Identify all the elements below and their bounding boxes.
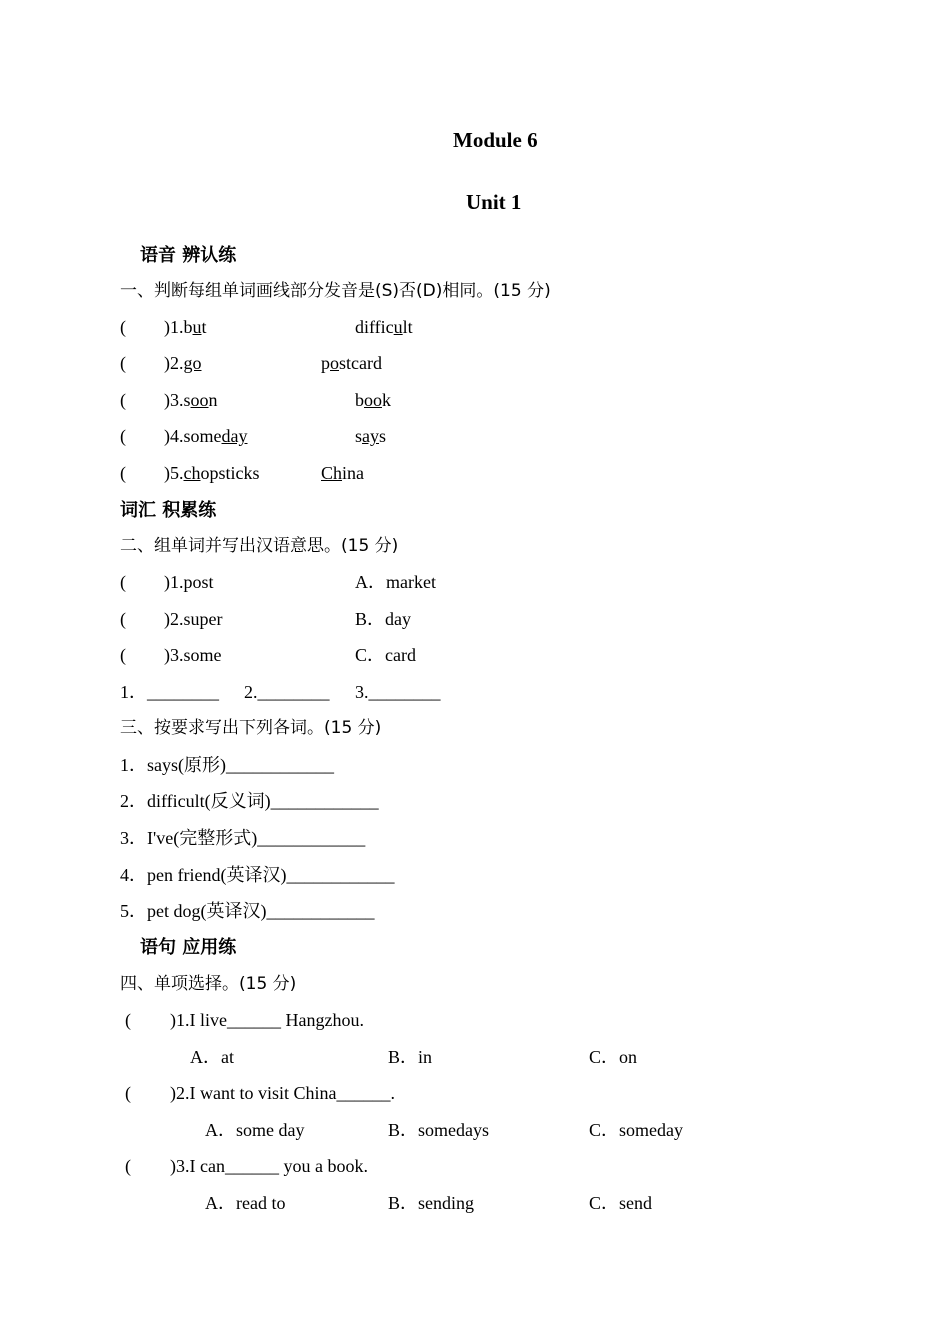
phonetics-heading: 语音 辨认练 — [140, 245, 237, 266]
q1-word-1: )4.someday — [164, 426, 248, 446]
q4-option-c[interactable]: C．on — [589, 1047, 638, 1067]
q4-title: 四、单项选择。(15 分) — [120, 974, 297, 994]
q4-stem: )2.I want to visit China______. — [170, 1083, 395, 1103]
q3-item[interactable]: 4．pen friend(英译汉)____________ — [120, 865, 395, 885]
q4-option-c[interactable]: C．someday — [589, 1120, 683, 1140]
q1-word-1: )5.chopsticks — [164, 463, 260, 483]
q2-blank-1[interactable]: 1．________ — [120, 682, 219, 702]
q4-option-b[interactable]: B．in — [388, 1047, 433, 1067]
q2-word: )3.some — [164, 645, 222, 665]
q2-option: A．market — [355, 572, 436, 592]
unit-title: Unit 1 — [466, 190, 522, 214]
q2-blank-2[interactable]: 2.________ — [244, 682, 330, 702]
answer-paren: ( — [125, 1156, 131, 1176]
sentence-heading: 语句 应用练 — [140, 937, 237, 958]
q1-word-1: )2.go — [164, 353, 202, 373]
q1-word-1: )1.but — [164, 317, 207, 337]
answer-paren: ( — [120, 390, 126, 410]
q4-option-b[interactable]: B．sending — [388, 1193, 475, 1213]
answer-paren: ( — [120, 645, 126, 665]
q1-word-2: says — [355, 426, 387, 446]
q2-option: B．day — [355, 609, 411, 629]
q2-word: )2.super — [164, 609, 223, 629]
q3-item[interactable]: 2．difficult(反义词)____________ — [120, 791, 379, 811]
q1-word-2: postcard — [321, 353, 382, 373]
q2-blank-3[interactable]: 3.________ — [355, 682, 441, 702]
q4-option-a[interactable]: A．at — [190, 1047, 234, 1067]
q1-word-2: book — [355, 390, 391, 410]
answer-paren: ( — [125, 1010, 131, 1030]
answer-paren: ( — [125, 1083, 131, 1103]
q4-option-b[interactable]: B．somedays — [388, 1120, 489, 1140]
q3-item[interactable]: 1．says(原形)____________ — [120, 755, 334, 775]
q3-item[interactable]: 3．I've(完整形式)____________ — [120, 828, 366, 848]
q4-option-a[interactable]: A．some day — [205, 1120, 305, 1140]
answer-paren: ( — [120, 426, 126, 446]
answer-paren: ( — [120, 463, 126, 483]
q1-word-2: China — [321, 463, 365, 483]
answer-paren: ( — [120, 609, 126, 629]
q4-stem: )1.I live______ Hangzhou. — [170, 1010, 364, 1030]
page-title: Module 6 — [453, 128, 538, 152]
q1-title: 一、判断每组单词画线部分发音是(S)否(D)相同。(15 分) — [120, 281, 551, 301]
q4-option-a[interactable]: A．read to — [205, 1193, 286, 1213]
q1-word-2: difficult — [355, 317, 413, 337]
q2-title: 二、组单词并写出汉语意思。(15 分) — [120, 536, 399, 556]
q4-option-c[interactable]: C．send — [589, 1193, 652, 1213]
q1-word-1: )3.soon — [164, 390, 218, 410]
vocab-heading: 词汇 积累练 — [120, 500, 217, 521]
q3-title: 三、按要求写出下列各词。(15 分) — [120, 718, 382, 738]
answer-paren: ( — [120, 317, 126, 337]
q4-stem: )3.I can______ you a book. — [170, 1156, 368, 1176]
q3-item[interactable]: 5．pet dog(英译汉)____________ — [120, 901, 375, 921]
q2-option: C．card — [355, 645, 416, 665]
answer-paren: ( — [120, 572, 126, 592]
q2-word: )1.post — [164, 572, 214, 592]
answer-paren: ( — [120, 353, 126, 373]
